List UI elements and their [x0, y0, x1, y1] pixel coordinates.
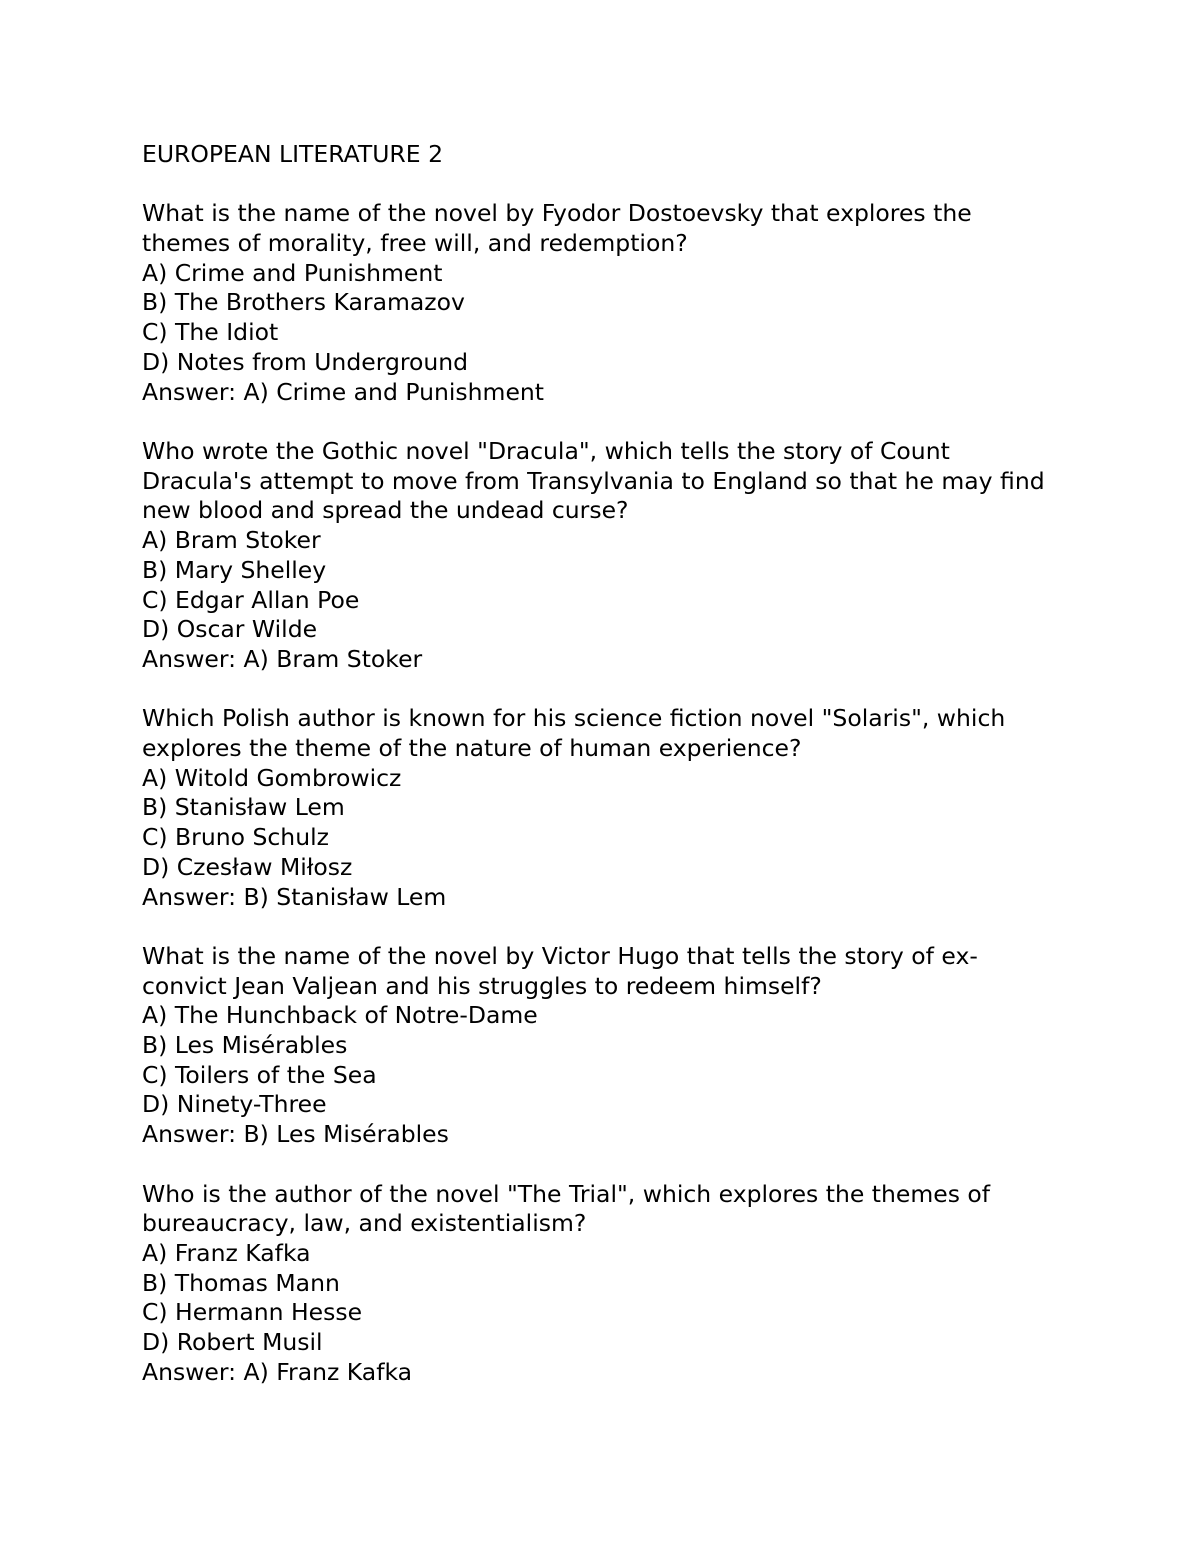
option-d: D) Oscar Wilde	[142, 615, 318, 644]
option-b: B) Mary Shelley	[142, 555, 327, 584]
option-d: D) Czesław Miłosz	[142, 852, 353, 881]
option-d: D) Notes from Underground	[142, 347, 469, 376]
answer-text: Answer: A) Franz Kafka	[142, 1357, 413, 1386]
question-block-4	[142, 942, 1072, 1150]
option-c: C) Toilers of the Sea	[142, 1060, 377, 1089]
option-c: C) Hermann Hesse	[142, 1298, 363, 1327]
answer-text: Answer: B) Stanisław Lem	[142, 882, 447, 911]
answer-text: Answer: B) Les Misérables	[142, 1120, 449, 1149]
document-page	[142, 140, 1072, 1387]
question-block-5	[142, 1180, 1072, 1388]
answer-text: Answer: A) Crime and Punishment	[142, 377, 545, 406]
option-b: B) Thomas Mann	[142, 1268, 340, 1297]
question-block-1	[142, 199, 1072, 407]
document-title: EUROPEAN LITERATURE 2	[142, 140, 444, 168]
option-b: B) Les Misérables	[142, 1031, 348, 1060]
option-a: A) Witold Gombrowicz	[142, 763, 402, 792]
option-a: A) Franz Kafka	[142, 1238, 311, 1267]
question-block-2	[142, 437, 1072, 675]
option-b: B) Stanisław Lem	[142, 793, 345, 822]
question-text: What is the name of the novel by Fyodor Dostoevsky that explores the themes of morality, free will, and redemption?	[142, 199, 972, 258]
option-b: B) The Brothers Karamazov	[142, 288, 465, 317]
question-text: What is the name of the novel by Victor Hugo that tells the story of ex-convict Jean Valjean and his struggles to redeem himself?	[142, 941, 978, 1000]
answer-text: Answer: A) Bram Stoker	[142, 644, 423, 673]
question-text: Which Polish author is known for his science fiction novel "Solaris", which explores the theme of the nature of human experience?	[142, 704, 1006, 762]
question-text: Who is the author of the novel "The Trial", which explores the themes of bureaucracy, law, and existentialism?	[142, 1179, 991, 1238]
option-c: C) The Idiot	[142, 318, 279, 347]
option-a: A) Bram Stoker	[142, 526, 321, 555]
option-c: C) Edgar Allan Poe	[142, 585, 360, 614]
option-c: C) Bruno Schulz	[142, 823, 329, 852]
option-a: A) Crime and Punishment	[142, 258, 443, 287]
option-d: D) Ninety-Three	[142, 1090, 327, 1119]
question-text: Who wrote the Gothic novel "Dracula", which tells the story of Count Dracula's attempt to move from Transylvania to England so that he may find new blood and spread the undead curse?	[142, 436, 1045, 525]
question-block-3	[142, 704, 1072, 912]
option-d: D) Robert Musil	[142, 1328, 323, 1357]
option-a: A) The Hunchback of Notre-Dame	[142, 1001, 538, 1030]
